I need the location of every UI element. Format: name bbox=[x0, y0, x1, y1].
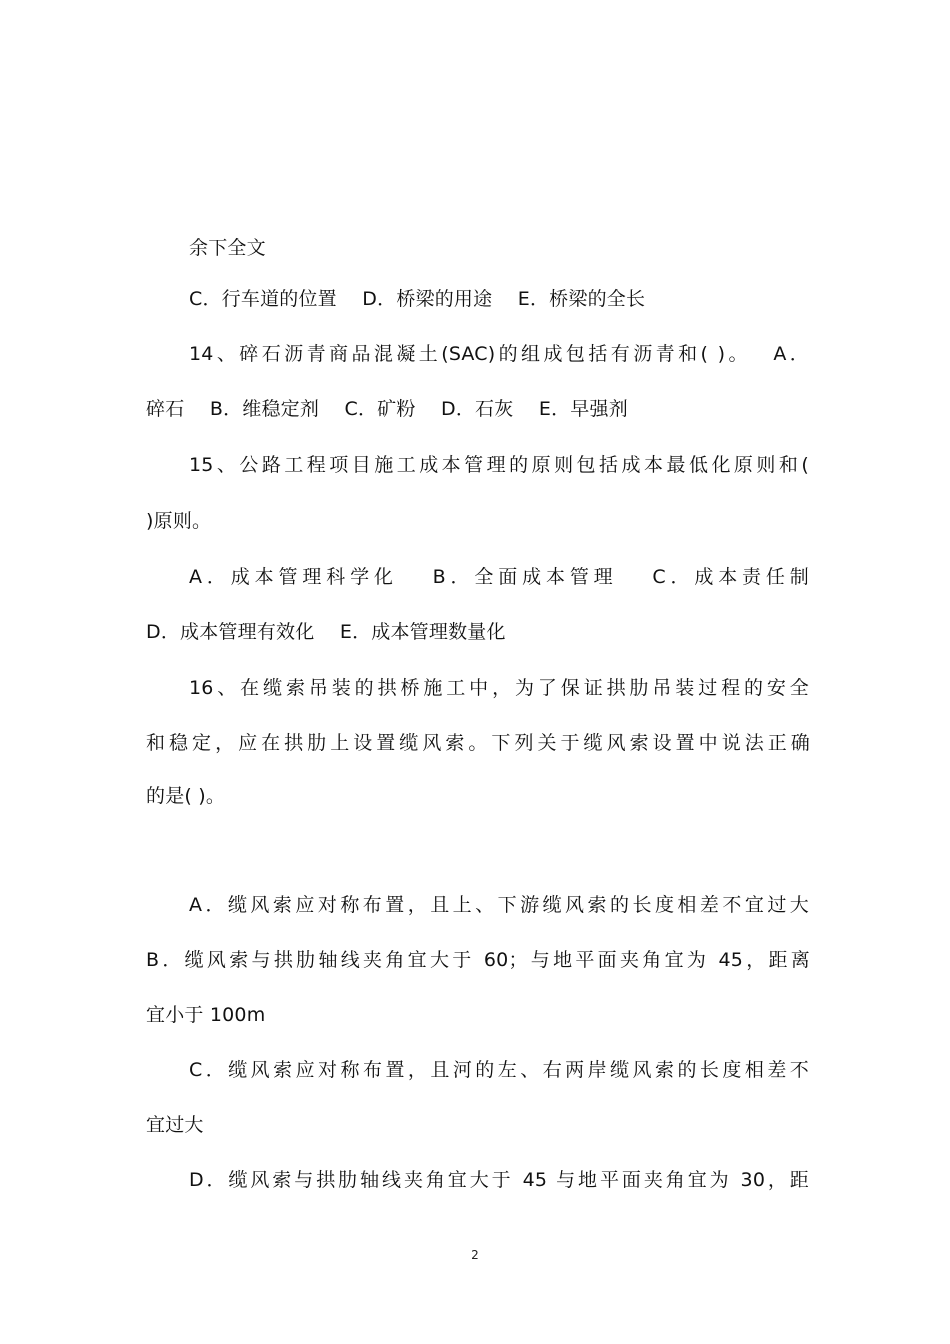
text-line-q15-options-1: A．成本管理科学化 B．全面成本管理 C．成本责任制 bbox=[189, 566, 809, 588]
text-line-q16-option-c-1: C．缆风索应对称布置，且河的左、右两岸缆风索的长度相差不 bbox=[189, 1059, 809, 1081]
text-line-q15-cont: )原则。 bbox=[146, 510, 212, 532]
text-line-q16-option-b-2: 宜小于 100m bbox=[146, 1004, 266, 1026]
text-line-q16-1: 16、在缆索吊装的拱桥施工中，为了保证拱肋吊装过程的安全 bbox=[189, 677, 809, 699]
page-number: 2 bbox=[471, 1248, 479, 1262]
text-line-q16-option-d: D．缆风索与拱肋轴线夹角宜大于 45 与地平面夹角宜为 30，距 bbox=[189, 1169, 809, 1191]
text-line-q16-option-c-2: 宜过大 bbox=[146, 1114, 204, 1136]
text-line-q16-2: 和稳定，应在拱肋上设置缆风索。下列关于缆风索设置中说法正确 bbox=[146, 732, 810, 754]
text-line-q14: 14、碎石沥青商品混凝土(SAC)的组成包括有沥青和( )。 A． bbox=[189, 343, 809, 365]
text-line-q15-options-2: D．成本管理有效化 E．成本管理数量化 bbox=[146, 621, 506, 643]
text-line-q14-options: 碎石 B．维稳定剂 C．矿粉 D．石灰 E．早强剂 bbox=[146, 398, 628, 420]
text-line-q13-options: C．行车道的位置 D．桥梁的用途 E．桥梁的全长 bbox=[189, 288, 646, 310]
text-line-q15: 15、公路工程项目施工成本管理的原则包括成本最低化原则和( bbox=[189, 454, 809, 476]
text-line-q16-option-a: A．缆风索应对称布置，且上、下游缆风索的长度相差不宜过大 bbox=[189, 894, 809, 916]
text-line-q16-3: 的是( )。 bbox=[146, 785, 226, 807]
text-line-remaining: 余下全文 bbox=[189, 237, 266, 259]
text-line-q16-option-b-1: B．缆风索与拱肋轴线夹角宜大于 60；与地平面夹角宜为 45，距离 bbox=[146, 949, 810, 971]
